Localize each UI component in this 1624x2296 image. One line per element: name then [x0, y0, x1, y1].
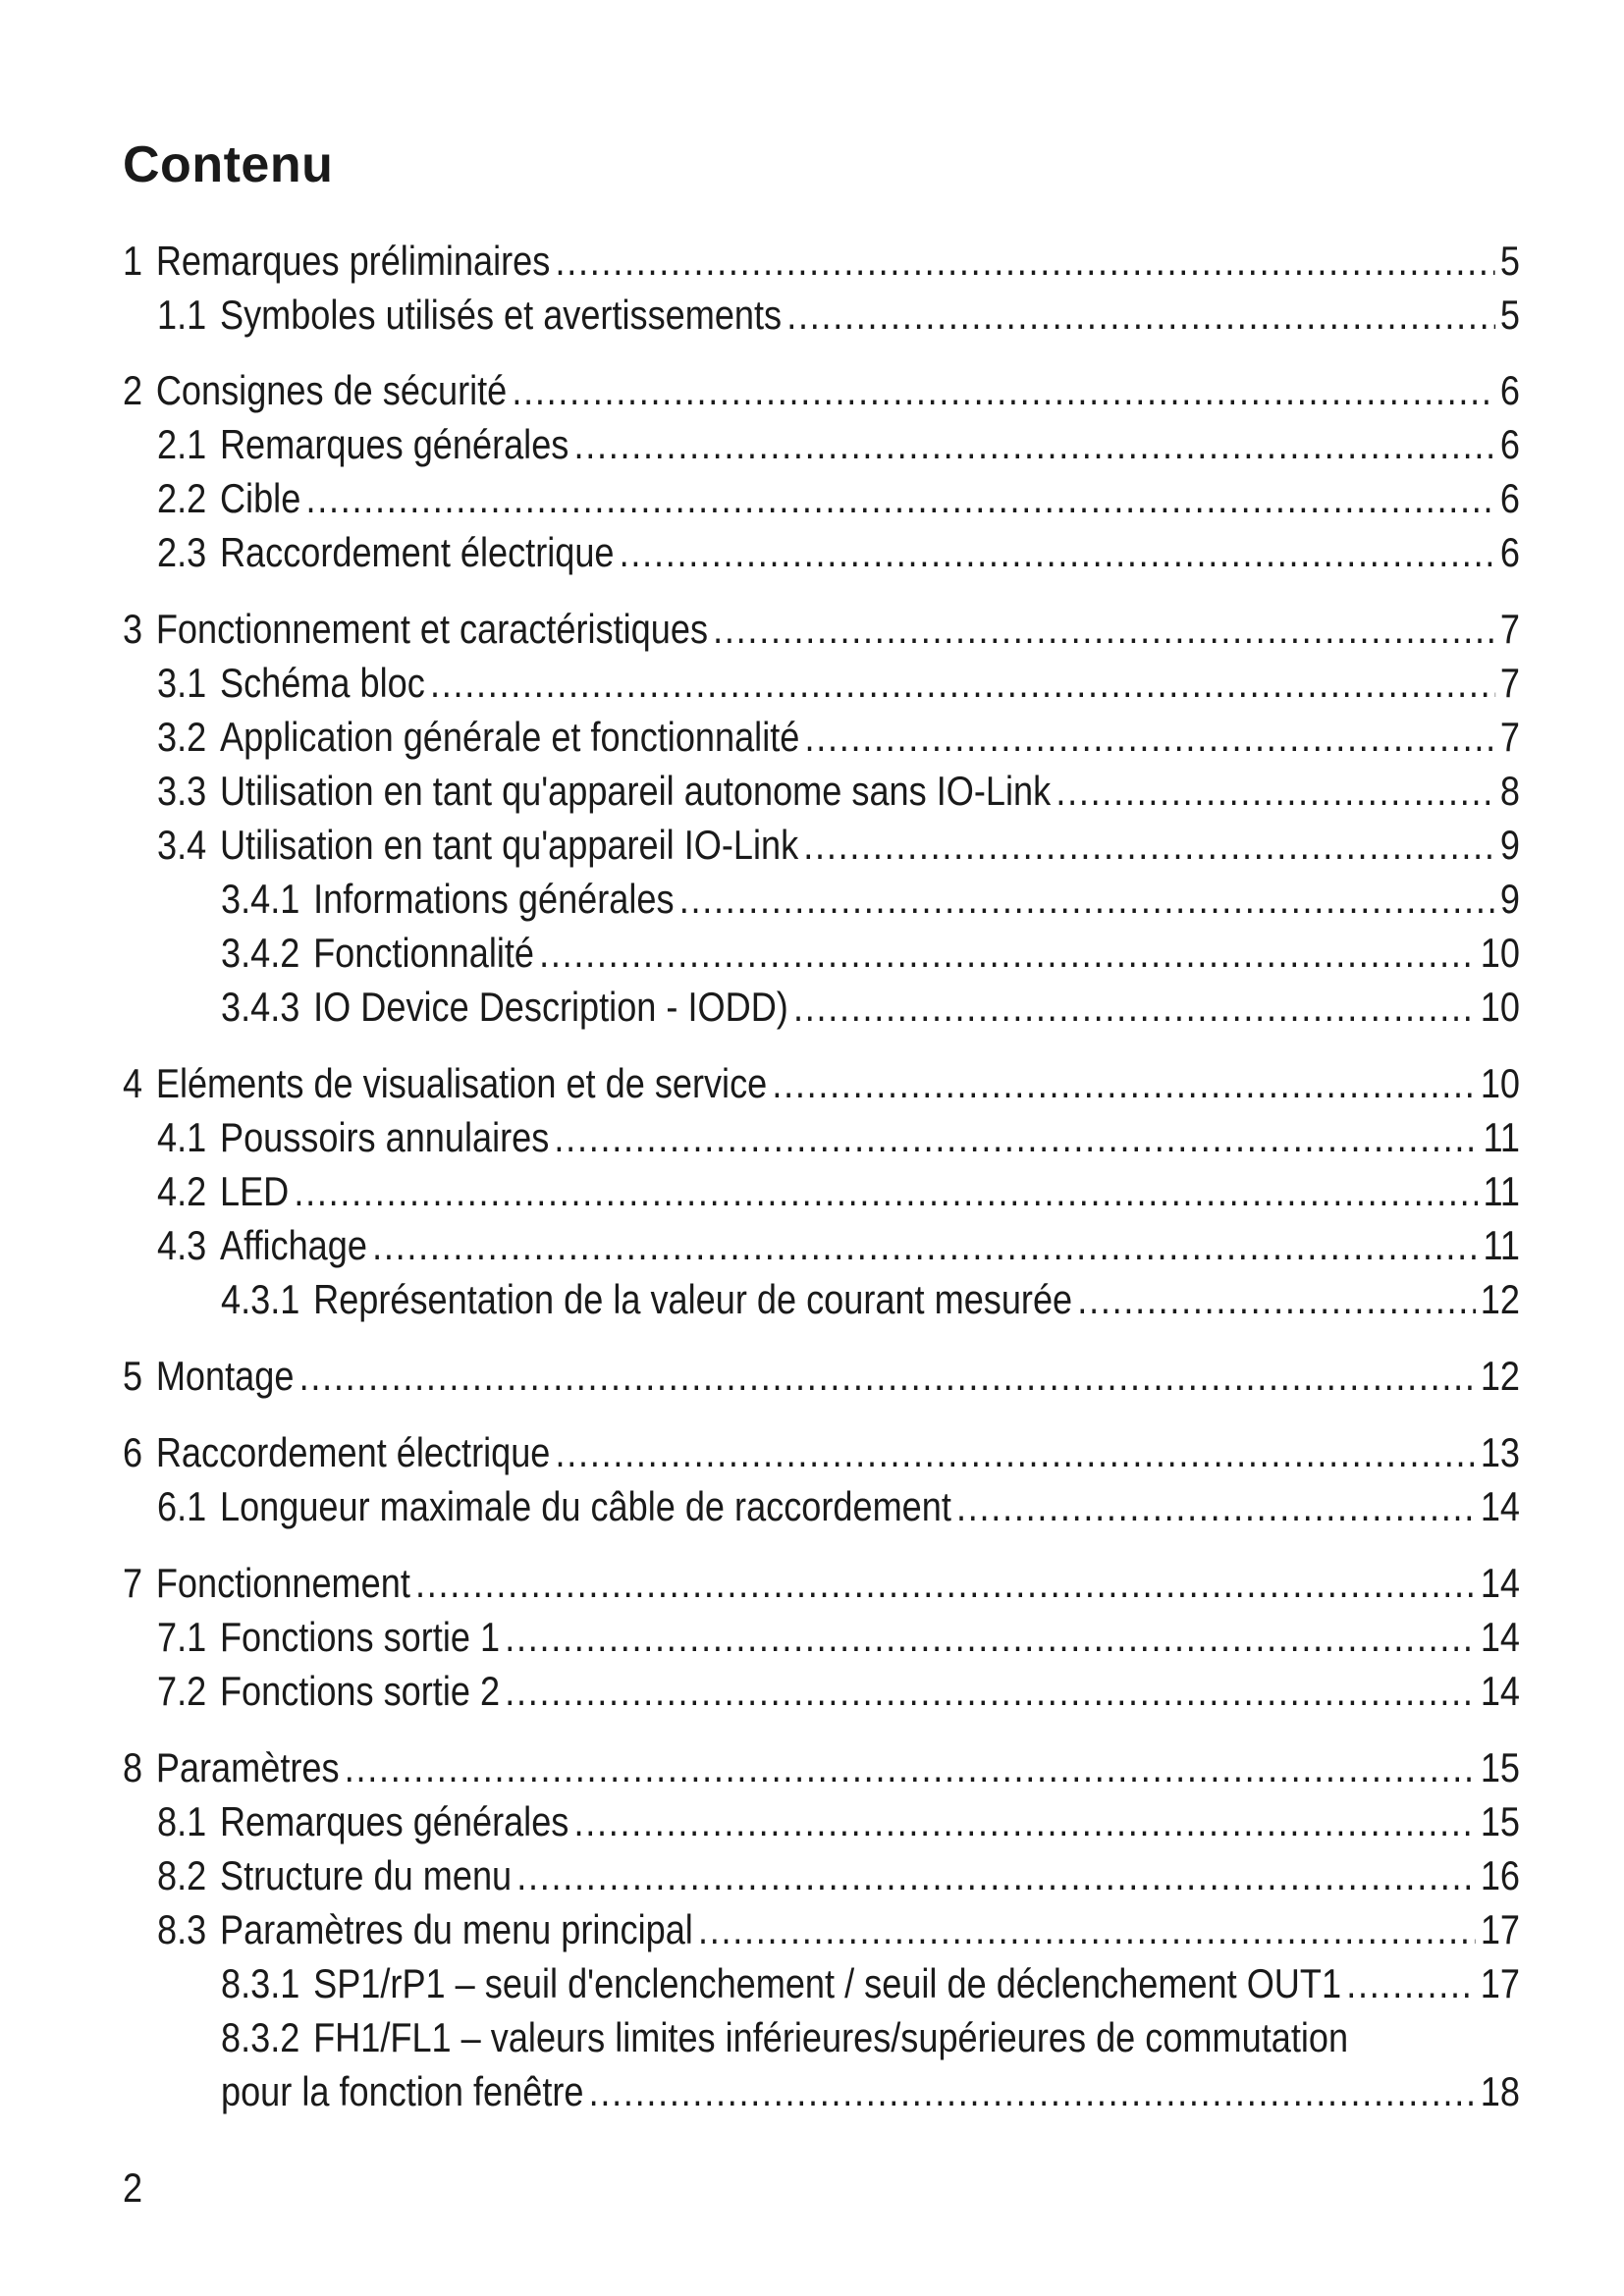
- page-title: Contenu: [123, 136, 334, 193]
- toc-entry-number: 8.2: [157, 1852, 207, 1898]
- toc-entry: [221, 1274, 1520, 1325]
- toc-entry-number: 6.1: [157, 1483, 207, 1529]
- toc-entry-page: 17: [1480, 1960, 1520, 2006]
- toc-entry-page: 7: [1499, 606, 1520, 652]
- toc-dot-leader: [294, 1166, 1478, 1217]
- toc-dot-leader: [345, 1742, 1476, 1793]
- page-number: 2: [123, 2164, 143, 2211]
- toc-entry-number: 8: [123, 1744, 143, 1790]
- toc-entry-number: 3: [123, 606, 143, 652]
- toc-entry-title: SP1/rP1 – seuil d'enclenchement / seuil de déclenchement OUT1: [313, 1960, 1342, 2006]
- toc-entry-page: 11: [1483, 1168, 1520, 1214]
- toc-entry-page: 14: [1480, 1560, 1520, 1606]
- toc-entry-page: 10: [1480, 930, 1520, 976]
- toc-entry-page: 15: [1480, 1798, 1520, 1844]
- toc-dot-leader: [556, 1427, 1476, 1478]
- toc-entry: [157, 1666, 1520, 1717]
- toc-entry-number: 2: [123, 367, 143, 413]
- toc-entry-page: 12: [1480, 1276, 1520, 1322]
- toc-entry: [123, 1351, 1520, 1402]
- toc-entry-number: 7.2: [157, 1668, 207, 1714]
- toc-entry-title: Affichage: [219, 1222, 367, 1268]
- toc-dot-leader: [793, 982, 1476, 1033]
- toc-entry-title: Utilisation en tant qu'appareil IO-Link: [219, 822, 799, 868]
- toc-entry-number: 7.1: [157, 1614, 207, 1660]
- toc-entry-page: 8: [1499, 768, 1520, 814]
- toc-dot-leader: [698, 1904, 1476, 1955]
- toc-entry: [157, 1904, 1520, 1955]
- toc-dot-leader: [1346, 1958, 1475, 2009]
- toc-entry: [221, 2012, 1520, 2063]
- toc-entry-number: 1.1: [157, 292, 207, 338]
- toc-entry-page: 10: [1480, 984, 1520, 1030]
- toc-entry-title: Raccordement électrique: [219, 529, 615, 575]
- toc-entry: [221, 874, 1520, 925]
- toc-entry-number: 5: [123, 1353, 143, 1399]
- toc-dot-leader: [299, 1351, 1476, 1402]
- toc-dot-leader: [505, 1612, 1475, 1663]
- toc-entry-title: Remarques préliminaires: [155, 238, 551, 284]
- toc-entry-number: 3.2: [157, 714, 207, 760]
- toc-entry: [157, 658, 1520, 709]
- toc-entry: [123, 1058, 1520, 1109]
- toc-entry-number: 8.3.1: [221, 1960, 300, 2006]
- toc-entry-page: 14: [1480, 1668, 1520, 1714]
- toc-entry: [157, 1612, 1520, 1663]
- toc-entry-title: Fonctions sortie 2: [219, 1668, 501, 1714]
- toc-entry-page: 14: [1480, 1614, 1520, 1660]
- toc-dot-leader: [1056, 766, 1494, 817]
- toc-dot-leader: [1077, 1274, 1475, 1325]
- toc-entry: [123, 1742, 1520, 1793]
- toc-entry-title: Représentation de la valeur de courant mesurée: [313, 1276, 1073, 1322]
- toc-entry: [221, 1958, 1520, 2009]
- toc-entry-title: Fonctionnement et caractéristiques: [155, 606, 709, 652]
- toc-entry: [123, 604, 1520, 655]
- toc-dot-leader: [516, 1850, 1475, 1901]
- toc-dot-leader: [305, 473, 1494, 524]
- toc-entry-number: 8.3: [157, 1906, 207, 1952]
- toc-dot-leader: [574, 1796, 1476, 1847]
- toc-entry-title: Poussoirs annulaires: [219, 1114, 550, 1160]
- toc-entry-title: IO Device Description - IODD): [313, 984, 788, 1030]
- toc-dot-leader: [555, 236, 1494, 287]
- toc-entry-number: 3.4.2: [221, 930, 300, 976]
- toc-entry-page: 7: [1499, 714, 1520, 760]
- toc-entry-number: 3.4.1: [221, 876, 300, 922]
- toc-dot-leader: [415, 1558, 1476, 1609]
- toc-entry: [157, 473, 1520, 524]
- toc-dot-leader: [430, 658, 1495, 709]
- toc-entry-title: Eléments de visualisation et de service: [155, 1060, 768, 1106]
- toc-entry-page: 6: [1499, 529, 1520, 575]
- toc-entry-page: 18: [1480, 2068, 1520, 2114]
- toc-entry-title: Remarques générales: [219, 421, 569, 467]
- toc-entry-number: 4: [123, 1060, 143, 1106]
- toc-entry-page: 11: [1483, 1114, 1520, 1160]
- toc-entry-page: 9: [1499, 822, 1520, 868]
- toc-entry-page: 17: [1480, 1906, 1520, 1952]
- toc-entry: [123, 1558, 1520, 1609]
- toc-entry-title: Montage: [155, 1353, 295, 1399]
- toc-dot-leader: [505, 1666, 1475, 1717]
- toc-dot-leader: [554, 1112, 1478, 1163]
- toc-entry: [157, 1481, 1520, 1532]
- toc-entry-number: 6: [123, 1429, 143, 1475]
- toc-entry-title: Informations générales: [313, 876, 675, 922]
- toc-entry: [123, 1427, 1520, 1478]
- toc-dot-leader: [574, 419, 1495, 470]
- toc-dot-leader: [713, 604, 1495, 655]
- toc-entry-page: 13: [1480, 1429, 1520, 1475]
- toc-entry-page: 12: [1480, 1353, 1520, 1399]
- toc-dot-leader: [805, 712, 1495, 763]
- toc-entry: [157, 419, 1520, 470]
- toc-entry-page: 5: [1499, 292, 1520, 338]
- toc-entry-number: 3.4.3: [221, 984, 300, 1030]
- toc-entry-page: 15: [1480, 1744, 1520, 1790]
- toc-entry-number: 3.3: [157, 768, 207, 814]
- toc-entry: [157, 820, 1520, 871]
- toc-entry-title: Cible: [219, 475, 301, 521]
- toc-entry: [157, 1220, 1520, 1271]
- toc-entry-number: 7: [123, 1560, 143, 1606]
- toc-dot-leader: [589, 2066, 1476, 2117]
- toc-entry-page: 5: [1499, 238, 1520, 284]
- toc-entry-number: 4.1: [157, 1114, 207, 1160]
- toc-entry: [157, 1166, 1520, 1217]
- toc-dot-leader: [372, 1220, 1478, 1271]
- toc-entry-page: 14: [1480, 1483, 1520, 1529]
- toc-entry-page: 7: [1499, 660, 1520, 706]
- toc-entry-page: 6: [1499, 367, 1520, 413]
- toc-entry: [123, 365, 1520, 416]
- toc-dot-leader: [512, 365, 1494, 416]
- toc-entry-title: Fonctionnement: [155, 1560, 410, 1606]
- toc-dot-leader: [679, 874, 1495, 925]
- toc-entry-title: FH1/FL1 – valeurs limites inférieures/supérieures de commutation: [313, 2014, 1349, 2060]
- toc-entry: [157, 1850, 1520, 1901]
- toc-entry: [157, 290, 1520, 341]
- toc-entry-page: 9: [1499, 876, 1520, 922]
- toc-entry-title: Fonctions sortie 1: [219, 1614, 501, 1660]
- toc-entry-page: 6: [1499, 475, 1520, 521]
- toc-entry: [157, 766, 1520, 817]
- toc-entry: [157, 712, 1520, 763]
- toc-entry: [157, 1112, 1520, 1163]
- toc-entry-number: 2.3: [157, 529, 207, 575]
- toc-entry-title: Consignes de sécurité: [155, 367, 508, 413]
- toc-entry-title: Raccordement électrique: [155, 1429, 551, 1475]
- toc-entry-number: 2.2: [157, 475, 207, 521]
- toc-entry-number: 8.3.2: [221, 2014, 300, 2060]
- toc-entry-number: 2.1: [157, 421, 207, 467]
- toc-entry-title: LED: [219, 1168, 290, 1214]
- toc-entry-title: Paramètres: [155, 1744, 340, 1790]
- toc-entry-title: Longueur maximale du câble de raccordement: [219, 1483, 951, 1529]
- toc-entry: [221, 982, 1520, 1033]
- toc-entry-number: 3.1: [157, 660, 207, 706]
- toc-entry-title: Symboles utilisés et avertissements: [219, 292, 783, 338]
- toc-entry: [123, 236, 1520, 287]
- toc-dot-leader: [786, 290, 1494, 341]
- toc-entry-number: 8.1: [157, 1798, 207, 1844]
- toc-entry-title: pour la fonction fenêtre: [221, 2068, 584, 2114]
- toc-dot-leader: [803, 820, 1494, 871]
- toc-entry-page: 11: [1483, 1222, 1520, 1268]
- toc-entry-title: Paramètres du menu principal: [219, 1906, 693, 1952]
- toc-entry-title: Schéma bloc: [219, 660, 425, 706]
- toc-entry-title: Structure du menu: [219, 1852, 513, 1898]
- toc-dot-leader: [539, 928, 1475, 979]
- toc-entry-number: 4.3.1: [221, 1276, 300, 1322]
- toc-dot-leader: [620, 527, 1495, 578]
- toc-entry-page: 10: [1480, 1060, 1520, 1106]
- toc-entry: [221, 2066, 1520, 2117]
- toc-entry-page: 16: [1480, 1852, 1520, 1898]
- toc-entry-number: 4.2: [157, 1168, 207, 1214]
- toc-dot-leader: [772, 1058, 1475, 1109]
- toc-entry-page: 6: [1499, 421, 1520, 467]
- toc-entry-number: 3.4: [157, 822, 207, 868]
- toc-entry-number: 4.3: [157, 1222, 207, 1268]
- toc-entry: [221, 928, 1520, 979]
- toc-entry: [157, 527, 1520, 578]
- toc-entry: [157, 1796, 1520, 1847]
- toc-entry-title: Fonctionnalité: [313, 930, 534, 976]
- toc-dot-leader: [956, 1481, 1476, 1532]
- toc-entry-title: Remarques générales: [219, 1798, 569, 1844]
- toc-entry-number: 1: [123, 238, 143, 284]
- toc-entry-title: Utilisation en tant qu'appareil autonome sans IO-Link: [219, 768, 1052, 814]
- toc-entry-title: Application générale et fonctionnalité: [219, 714, 800, 760]
